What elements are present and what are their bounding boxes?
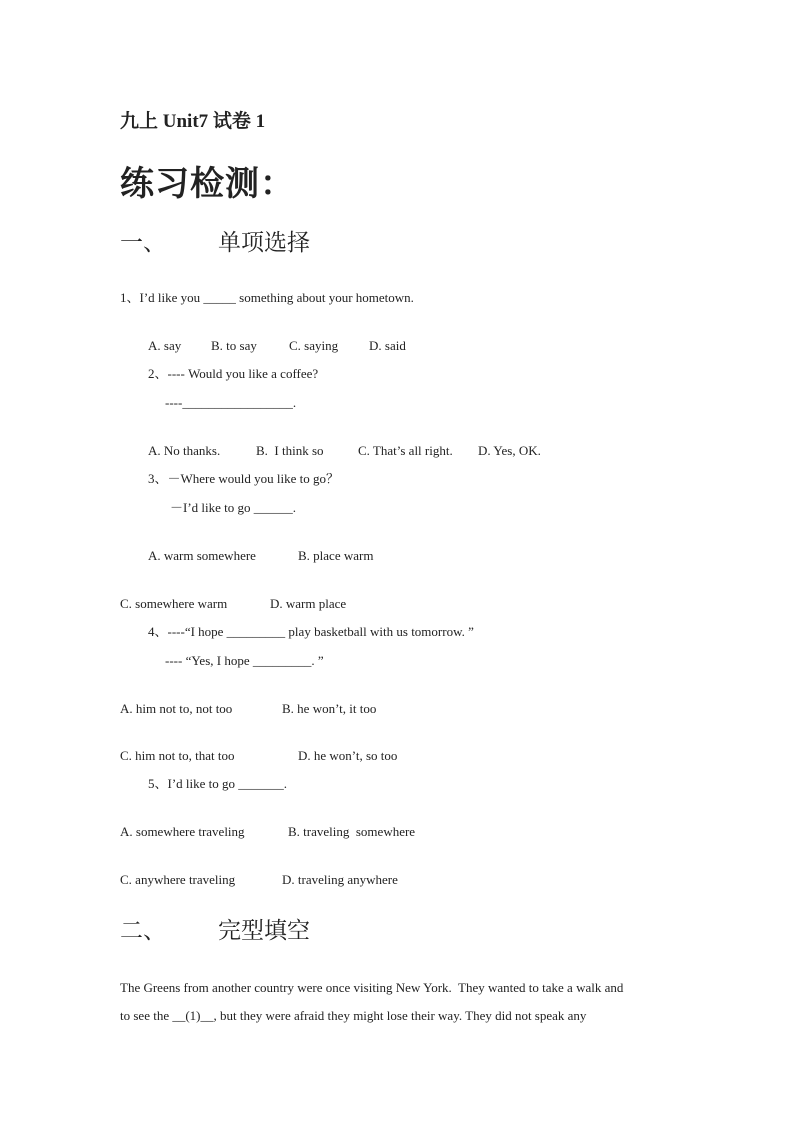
question-5-option-a: A. somewhere traveling <box>120 824 245 839</box>
question-5-stem: 5、I’d like to go _______. <box>148 776 288 791</box>
section-1-title: 单项选择 <box>218 230 310 256</box>
question-3-stem: 3、－Where would you like to go？ <box>148 471 339 486</box>
passage-line-1: The Greens from another country were once visiting New York. They wanted to take a walk and <box>120 980 624 995</box>
question-2-option-a: A. No thanks. <box>148 443 221 458</box>
question-1-option-c: C. saying <box>289 338 339 353</box>
question-4-stem: 4、----“I hope _________ play basketball with us tomorrow. ” <box>148 624 474 639</box>
question-4-option-c: C. him not to, that too <box>120 748 235 763</box>
question-2-option-d: D. Yes, OK. <box>478 443 541 458</box>
question-1-option-a: A. say <box>148 338 182 353</box>
question-5-option-c: C. anywhere traveling <box>120 872 236 887</box>
section-2-number: 二、 <box>120 918 166 944</box>
question-3-option-c: C. somewhere warm <box>120 596 228 611</box>
document-title: 九上 Unit7 试卷 1 <box>120 111 266 132</box>
question-2-stem: 2、---- Would you like a coffee? <box>148 366 319 381</box>
main-heading: 练习检测： <box>120 164 295 204</box>
passage-line-2: to see the __(1)__, but they were afraid they might lose their way. They did not speak any <box>120 1008 587 1023</box>
section-2-title: 完型填空 <box>218 918 310 944</box>
question-2-option-c: C. That’s all right. <box>358 443 453 458</box>
question-3-option-d: D. warm place <box>270 596 347 611</box>
question-1-option-d: D. said <box>369 338 406 353</box>
question-5-option-b: B. traveling somewhere <box>288 824 416 839</box>
question-4-option-a: A. him not to, not too <box>120 701 233 716</box>
question-2-reply: ----_________________. <box>165 395 297 410</box>
question-3-option-a: A. warm somewhere <box>148 548 256 563</box>
question-2-option-b: B. I think so <box>256 443 324 458</box>
question-4-option-b: B. he won’t, it too <box>282 701 377 716</box>
question-4-reply: ---- “Yes, I hope _________. ” <box>165 653 324 668</box>
question-1-option-b: B. to say <box>211 338 257 353</box>
section-1-number: 一、 <box>120 230 166 256</box>
question-3-option-b: B. place warm <box>298 548 374 563</box>
question-1-stem: 1、I’d like you _____ something about your hometown. <box>120 290 414 305</box>
question-4-option-d: D. he won’t, so too <box>298 748 398 763</box>
question-3-reply: －I’d like to go ______. <box>170 500 297 515</box>
question-5-option-d: D. traveling anywhere <box>282 872 398 887</box>
